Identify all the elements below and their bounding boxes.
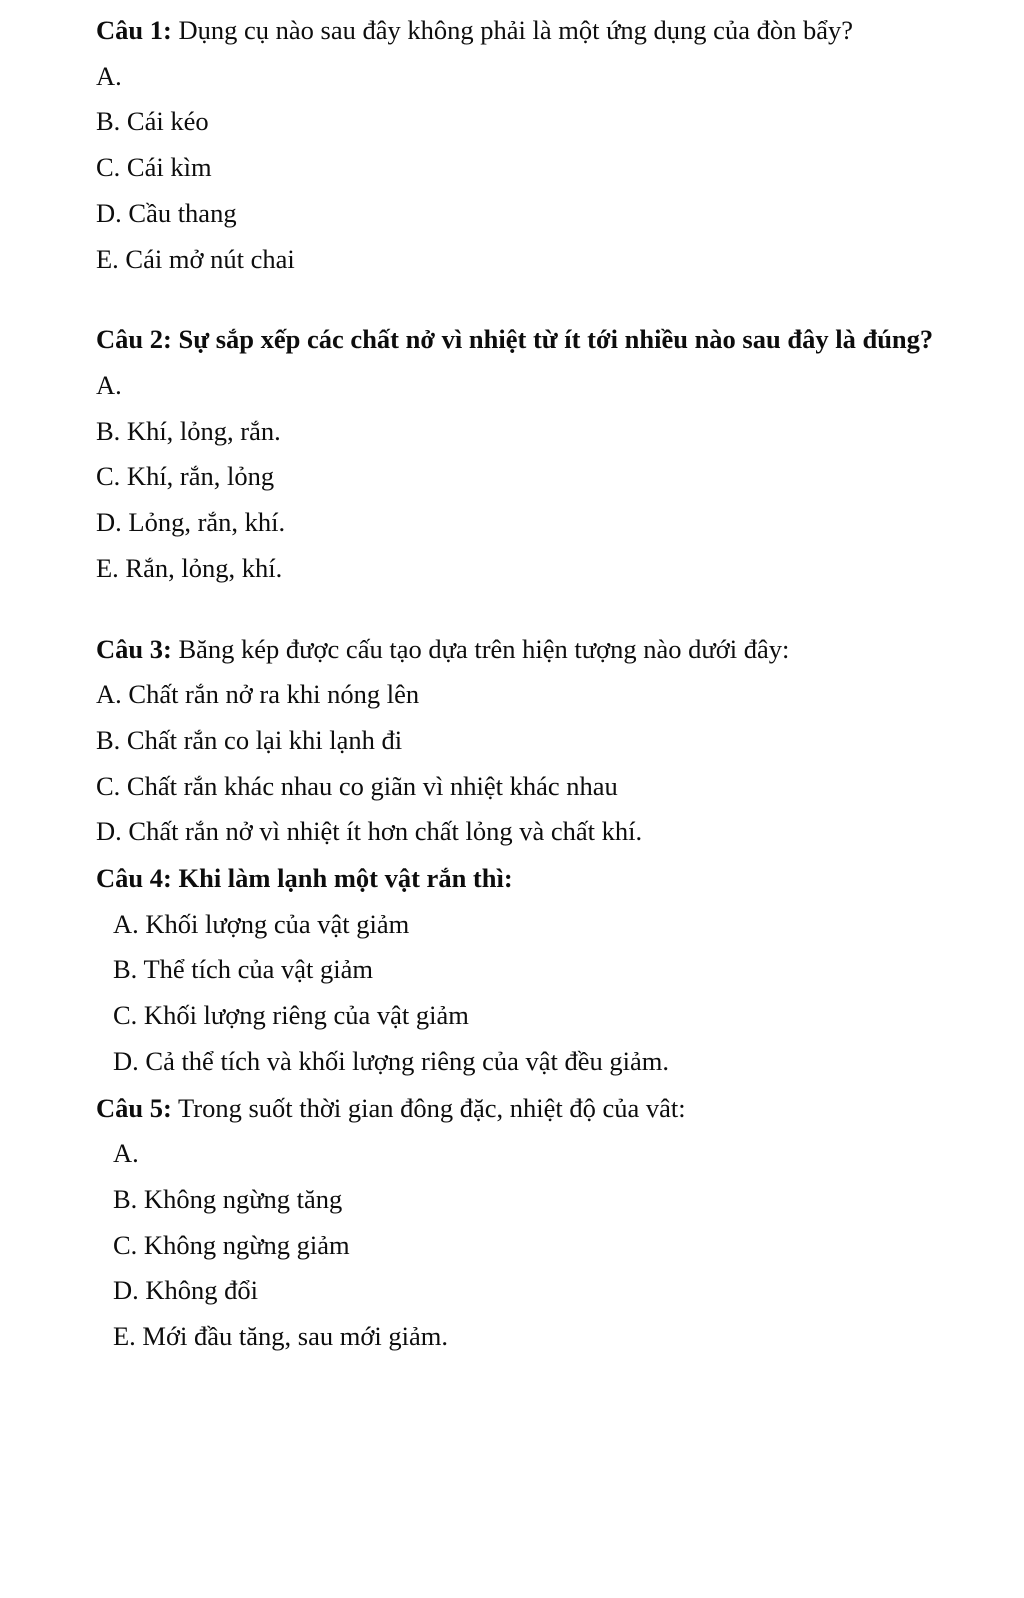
question-separator-5: :	[163, 1092, 172, 1123]
question-text-3: Băng kép được cấu tạo dựa trên hiện tượng nào dưới đây:	[171, 633, 790, 664]
question-stem-3	[96, 629, 962, 670]
option-3-d[interactable]: D. Chất rắn nở vì nhiệt ít hơn chất lỏng và chất khí.	[96, 816, 643, 847]
option-3-c[interactable]: C. Chất rắn khác nhau co giãn vì nhiệt khác nhau	[96, 770, 618, 801]
question-block-3	[96, 629, 962, 853]
option-5-a[interactable]: A.	[113, 1138, 139, 1169]
option-3-b[interactable]: B. Chất rắn co lại khi lạnh đi	[96, 724, 403, 755]
option-5-b[interactable]: B. Không ngừng tăng	[113, 1183, 343, 1214]
question-label-4: Câu 4	[96, 863, 164, 894]
question-block-4	[96, 858, 962, 1082]
option-2-b[interactable]: B. Khí, lỏng, rắn.	[96, 415, 281, 446]
option-2-a[interactable]: A.	[96, 369, 122, 400]
option-4-d[interactable]: D. Cả thể tích và khối lượng riêng của vật đều giảm.	[113, 1045, 670, 1076]
option-1-b[interactable]: B. Cái kéo	[96, 106, 209, 137]
option-1-a[interactable]: A.	[96, 60, 122, 91]
question-block-5	[96, 1088, 962, 1357]
question-block-2	[96, 319, 962, 588]
option-2-d[interactable]: D. Lỏng, rắn, khí.	[96, 507, 286, 538]
question-stem-1	[96, 10, 962, 51]
question-label-1: Câu 1	[96, 15, 164, 45]
question-label-5: Câu 5	[96, 1092, 164, 1123]
option-4-a[interactable]: A. Khối lượng của vật giảm	[113, 908, 410, 939]
question-block-1	[96, 10, 962, 279]
option-5-e[interactable]: E. Mới đầu tăng, sau mới giảm.	[113, 1321, 448, 1352]
question-text-1: Dụng cụ nào sau đây không phải là một ứng dụng của đòn bẩy?	[171, 15, 853, 45]
option-4-b[interactable]: B. Thể tích của vật giảm	[113, 954, 374, 985]
question-separator-4: :	[163, 863, 172, 894]
question-stem-4	[96, 858, 962, 899]
option-1-d[interactable]: D. Cầu thang	[96, 197, 237, 228]
option-2-e[interactable]: E. Rắn, lỏng, khí.	[96, 552, 283, 583]
section-gap	[96, 595, 962, 629]
question-text-4: Khi làm lạnh một vật rắn thì:	[171, 863, 513, 894]
question-text-2: Sự sắp xếp các chất nở vì nhiệt từ ít tới nhiều nào sau đây là đúng?	[171, 324, 934, 355]
option-5-c[interactable]: C. Không ngừng giảm	[113, 1229, 350, 1260]
question-stem-2	[96, 319, 962, 360]
option-1-c[interactable]: C. Cái kìm	[96, 152, 212, 183]
option-2-c[interactable]: C. Khí, rắn, lỏng	[96, 461, 275, 492]
option-1-e[interactable]: E. Cái mở nút chai	[96, 243, 295, 274]
question-separator-2: :	[163, 324, 172, 355]
section-gap	[96, 285, 962, 319]
question-stem-5	[96, 1088, 962, 1129]
question-separator-3: :	[163, 633, 172, 664]
question-separator-1: :	[163, 15, 172, 45]
question-text-5: Trong suốt thời gian đông đặc, nhiệt độ của vât:	[171, 1092, 686, 1123]
question-label-3: Câu 3	[96, 633, 164, 664]
question-label-2: Câu 2	[96, 324, 164, 355]
option-3-a[interactable]: A. Chất rắn nở ra khi nóng lên	[96, 679, 420, 710]
option-4-c[interactable]: C. Khối lượng riêng của vật giảm	[113, 1000, 469, 1031]
option-5-d[interactable]: D. Không đổi	[113, 1275, 259, 1306]
